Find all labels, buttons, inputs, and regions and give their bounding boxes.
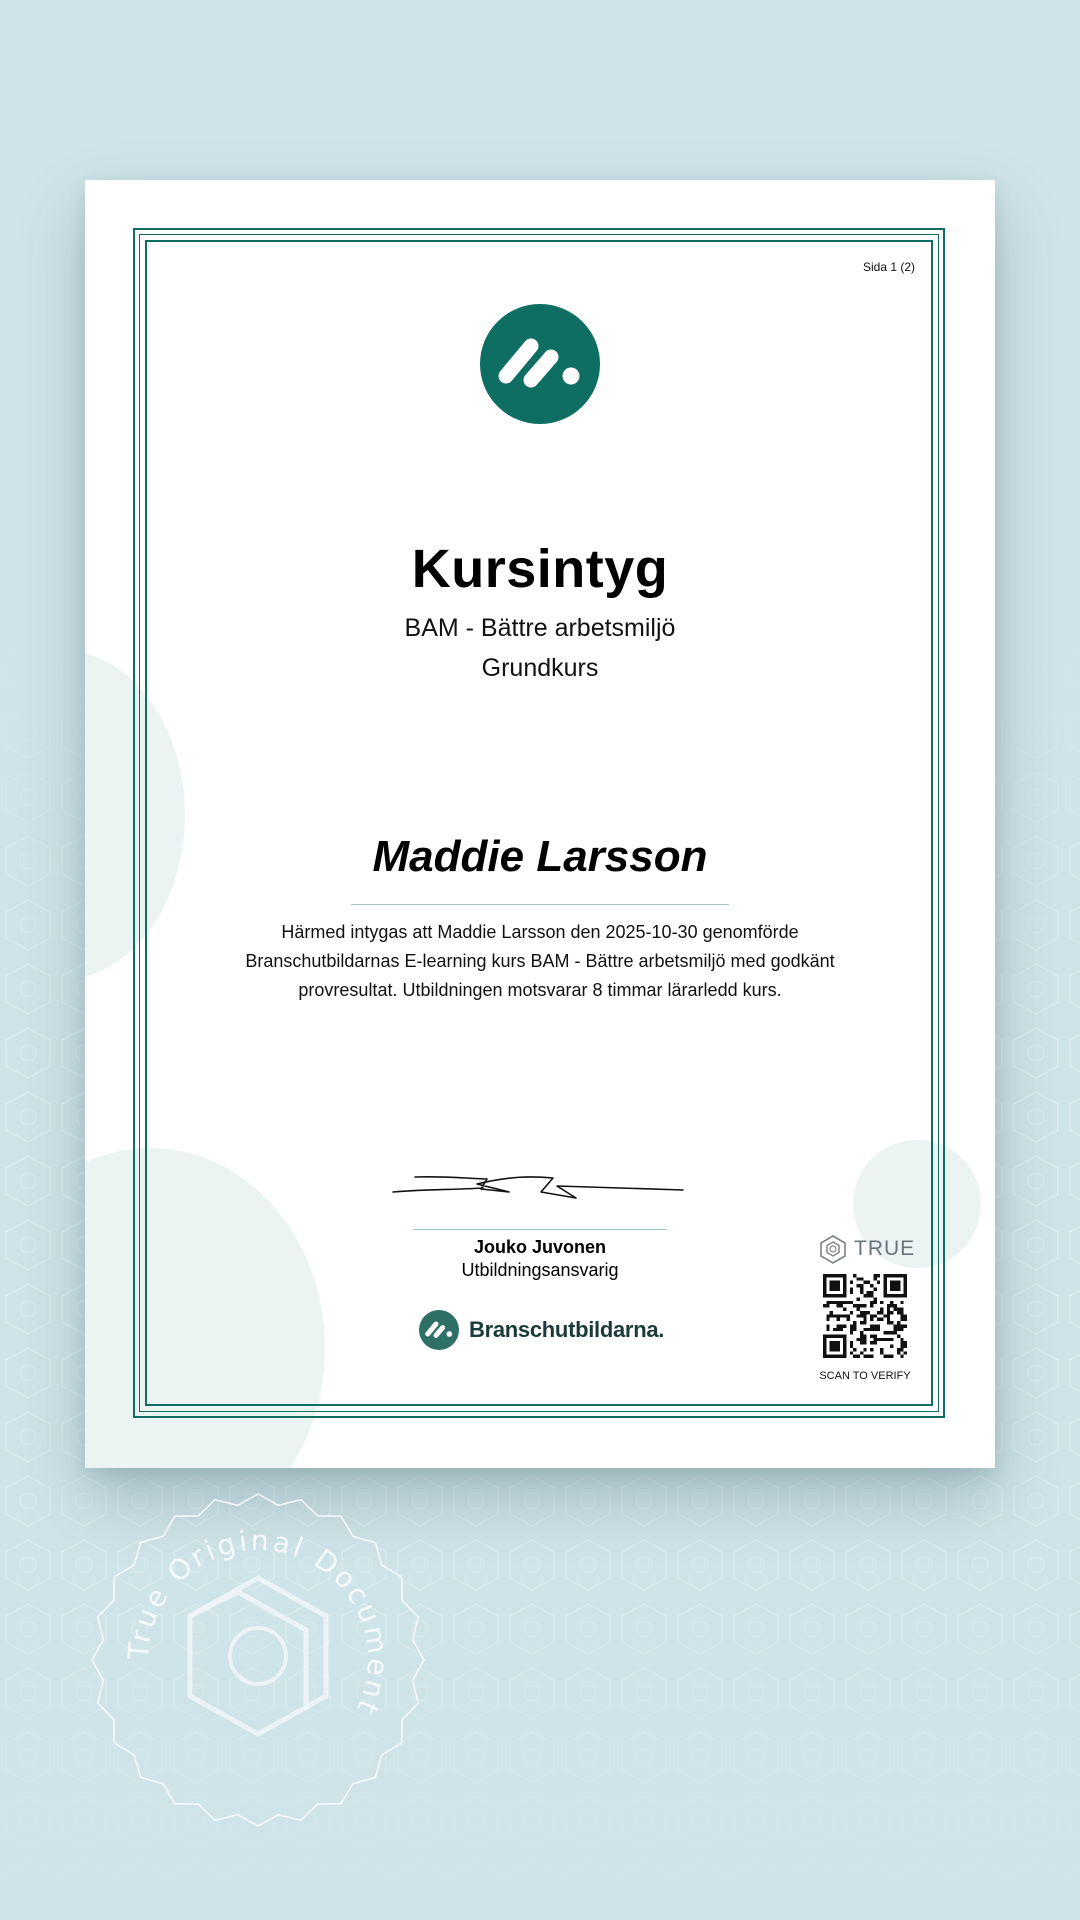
- recipient-divider: [351, 904, 729, 905]
- true-logo-icon: [818, 1234, 848, 1264]
- true-verify-brand: [818, 1234, 915, 1264]
- branschutbildarna-small-logo-icon: [419, 1310, 459, 1350]
- signature: [391, 1162, 691, 1212]
- signer-role: Utbildningsansvarig: [461, 1260, 619, 1280]
- course-level: Grundkurs: [481, 654, 599, 682]
- course-name: BAM - Bättre arbetsmiljö: [404, 614, 676, 642]
- recipient-name: Maddie Larsson: [372, 832, 708, 881]
- signer-name: Jouko Juvonen: [473, 1237, 607, 1257]
- seal-icon: [88, 1490, 428, 1830]
- page-indicator: Sida 1 (2): [862, 260, 915, 274]
- seal-text: True Original Document: [121, 1523, 395, 1722]
- scan-to-verify-label: SCAN TO VERIFY: [819, 1370, 911, 1382]
- true-brand-text: TRUE: [854, 1237, 916, 1260]
- organization-name: Branschutbildarna.: [469, 1317, 665, 1342]
- signature-divider: [413, 1229, 667, 1230]
- organization-brand: [419, 1310, 664, 1350]
- certificate-page: [85, 180, 995, 1468]
- branschutbildarna-logo-icon: [480, 304, 600, 424]
- certificate-body: Härmed intygas att Maddie Larsson den 2025-10-30 genomförde Branschutbildarnas E-learning kurs BAM - Bättre arbetsmiljö med godkänt provresultat. Utbildningen motsvarar 8 timmar lärarledd kurs.: [245, 922, 835, 1000]
- certificate-title: Kursintyg: [411, 539, 669, 599]
- svg-text:True Original Document: [122, 1524, 395, 1722]
- qr-code[interactable]: [823, 1274, 907, 1358]
